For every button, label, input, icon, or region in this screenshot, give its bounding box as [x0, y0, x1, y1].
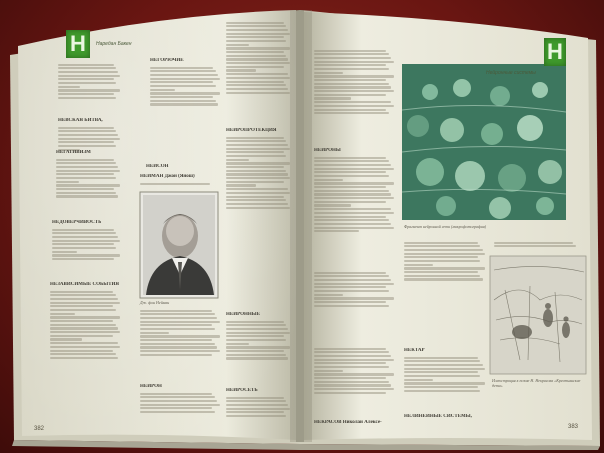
- text-line: [150, 103, 218, 105]
- text-line: [314, 227, 394, 229]
- text-line: [226, 188, 288, 190]
- right-page-number: 383: [568, 424, 579, 430]
- text-line: [140, 328, 215, 330]
- text-line: [58, 78, 114, 80]
- left-letter-tab: Н: [66, 30, 90, 58]
- text-line: [226, 166, 284, 168]
- body-text: [226, 319, 292, 379]
- text-line: [314, 179, 343, 181]
- left-page-number: 382: [34, 426, 45, 432]
- text-line: [50, 327, 118, 329]
- text-line: [226, 196, 284, 198]
- text-line: [56, 181, 79, 183]
- text-line: [226, 40, 286, 42]
- text-line: [50, 298, 118, 300]
- text-line: [226, 408, 290, 410]
- text-line: [404, 278, 483, 280]
- text-line: [226, 66, 284, 68]
- text-line: [50, 357, 118, 359]
- text-line: [314, 164, 391, 166]
- text-line: [314, 57, 391, 59]
- right-letter-tab: Н: [544, 38, 566, 66]
- body-text: [150, 65, 222, 125]
- text-line: [58, 130, 116, 132]
- text-line: [314, 392, 386, 394]
- text-line: [140, 396, 215, 398]
- body-text: [314, 270, 396, 326]
- text-line: [226, 335, 284, 337]
- text-line: [50, 342, 118, 344]
- text-line: [314, 86, 391, 88]
- text-line: [314, 83, 389, 85]
- text-line: [140, 324, 212, 326]
- text-line: [226, 354, 286, 356]
- text-line: [314, 50, 386, 52]
- text-line: [52, 247, 116, 249]
- body-text: [140, 391, 222, 425]
- text-line: [58, 75, 120, 77]
- body-text: [140, 181, 220, 191]
- headword: НЕЙРОН: [140, 384, 162, 389]
- text-line: [404, 260, 480, 262]
- headword: НЕКТАР: [404, 348, 425, 353]
- text-line: [314, 112, 389, 114]
- text-line: [140, 332, 169, 334]
- text-line: [56, 166, 118, 168]
- text-line: [226, 51, 284, 53]
- text-line: [314, 355, 391, 357]
- headword: НЕЙМАН Джон (Янош): [140, 174, 195, 179]
- text-line: [314, 204, 351, 206]
- body-text: [314, 346, 396, 416]
- body-text: [404, 355, 488, 411]
- text-line: [314, 216, 386, 218]
- text-line: [404, 264, 433, 266]
- text-line: [314, 272, 386, 274]
- headword: НЕВСКАЯ БИТВА,: [58, 118, 103, 123]
- text-line: [226, 88, 288, 90]
- text-line: [404, 390, 480, 392]
- text-line: [50, 291, 113, 293]
- text-line: [140, 335, 220, 337]
- text-line: [150, 67, 213, 69]
- text-line: [140, 183, 210, 185]
- text-line: [404, 245, 480, 247]
- text-line: [58, 93, 114, 95]
- headword: НЕЙРОННЫЕ: [226, 312, 261, 317]
- text-line: [314, 208, 391, 210]
- body-text: [140, 308, 222, 378]
- text-line: [314, 223, 391, 225]
- right-running-head: Нейронные системы: [486, 70, 536, 76]
- text-line: [226, 199, 286, 201]
- text-line: [226, 47, 290, 49]
- text-line: [52, 240, 120, 242]
- engraving-illustration: [490, 256, 586, 374]
- text-line: [58, 97, 116, 99]
- text-line: [58, 67, 116, 69]
- text-line: [226, 181, 284, 183]
- text-line: [226, 77, 290, 79]
- text-line: [226, 92, 290, 94]
- text-line: [50, 313, 75, 315]
- text-line: [56, 162, 116, 164]
- text-line: [314, 297, 394, 299]
- text-line: [58, 86, 80, 88]
- text-line: [50, 294, 116, 296]
- text-line: [226, 69, 256, 71]
- body-text: [404, 240, 488, 300]
- text-line: [226, 184, 256, 186]
- text-line: [314, 201, 386, 203]
- text-line: [140, 400, 217, 402]
- text-line: [314, 186, 386, 188]
- text-line: [140, 407, 212, 409]
- text-line: [404, 267, 485, 269]
- text-line: [404, 386, 478, 388]
- text-line: [314, 305, 389, 307]
- text-line: [314, 171, 386, 173]
- text-line: [226, 137, 284, 139]
- text-line: [150, 85, 216, 87]
- text-line: [58, 71, 118, 73]
- text-line: [314, 384, 391, 386]
- text-line: [314, 294, 343, 296]
- text-line: [50, 316, 120, 318]
- text-line: [226, 400, 286, 402]
- text-line: [226, 192, 290, 194]
- headword: НЕЙСОН: [146, 164, 169, 169]
- text-line: [226, 203, 288, 205]
- left-running-head: Наредан Бакен: [96, 41, 132, 47]
- text-line: [314, 359, 394, 361]
- text-line: [314, 351, 389, 353]
- text-line: [226, 346, 290, 348]
- text-line: [140, 346, 217, 348]
- text-line: [150, 81, 213, 83]
- text-line: [314, 381, 389, 383]
- text-line: [404, 371, 478, 373]
- headword: НЕЛИНЕЙНЫЕ СИСТЕМЫ,: [404, 414, 472, 419]
- text-line: [150, 89, 175, 91]
- text-line: [314, 197, 394, 199]
- headword: НЕГАТИВИЗМ: [56, 150, 91, 155]
- text-line: [56, 177, 116, 179]
- text-line: [56, 184, 120, 186]
- body-text: [494, 240, 584, 254]
- text-line: [226, 148, 290, 150]
- text-line: [314, 290, 389, 292]
- text-line: [50, 338, 82, 340]
- text-line: [404, 275, 480, 277]
- text-line: [226, 357, 288, 359]
- text-line: [226, 22, 284, 24]
- text-line: [50, 346, 120, 348]
- text-line: [314, 94, 386, 96]
- text-line: [314, 362, 386, 364]
- text-line: [314, 377, 386, 379]
- text-line: [226, 140, 286, 142]
- text-line: [314, 157, 386, 159]
- text-line: [314, 68, 389, 70]
- text-line: [226, 73, 288, 75]
- text-line: [140, 354, 212, 356]
- text-line: [50, 309, 116, 311]
- text-line: [314, 109, 386, 111]
- text-line: [314, 370, 343, 372]
- text-line: [314, 279, 391, 281]
- text-line: [56, 173, 114, 175]
- body-text: [58, 62, 122, 114]
- text-line: [52, 243, 114, 245]
- body-text: [226, 395, 292, 429]
- headword: НЕЗАВИСИМЫЕ СОБЫТИЯ: [50, 282, 120, 287]
- text-line: [226, 33, 290, 35]
- text-line: [494, 245, 576, 247]
- text-line: [56, 170, 120, 172]
- text-line: [404, 271, 478, 273]
- text-line: [226, 58, 288, 60]
- text-line: [314, 175, 389, 177]
- text-line: [52, 229, 114, 231]
- text-line: [150, 100, 216, 102]
- text-line: [314, 75, 394, 77]
- text-line: [226, 321, 284, 323]
- text-line: [58, 134, 118, 136]
- engraving-caption: Иллюстрация к поэме Н. Некрасова «Крестьянские дети»: [492, 378, 581, 388]
- text-line: [226, 55, 286, 57]
- text-line: [226, 36, 284, 38]
- text-line: [226, 151, 284, 153]
- text-line: [226, 170, 286, 172]
- text-line: [314, 212, 394, 214]
- text-line: [226, 84, 286, 86]
- text-line: [404, 357, 478, 359]
- text-line: [314, 182, 394, 184]
- text-line: [314, 283, 394, 285]
- text-line: [50, 331, 120, 333]
- headword: НЕКРАСОВ Николай Алексе-: [314, 420, 382, 425]
- text-line: [226, 81, 284, 83]
- text-line: [50, 335, 113, 337]
- text-line: [52, 236, 118, 238]
- text-line: [150, 96, 213, 98]
- text-line: [226, 350, 284, 352]
- text-line: [314, 348, 386, 350]
- text-line: [226, 328, 288, 330]
- text-line: [58, 145, 116, 147]
- body-text: [52, 227, 122, 277]
- text-line: [52, 254, 120, 256]
- text-line: [50, 302, 120, 304]
- text-line: [140, 321, 220, 323]
- text-line: [226, 411, 284, 413]
- text-line: [58, 141, 114, 143]
- text-line: [226, 173, 288, 175]
- text-line: [314, 79, 386, 81]
- text-line: [140, 310, 212, 312]
- text-line: [404, 249, 483, 251]
- text-line: [404, 360, 480, 362]
- text-line: [226, 415, 286, 417]
- text-line: [404, 382, 485, 384]
- text-line: [226, 144, 288, 146]
- text-line: [314, 72, 343, 74]
- text-line: [226, 62, 290, 64]
- text-line: [404, 368, 485, 370]
- text-line: [314, 101, 391, 103]
- text-line: [314, 219, 389, 221]
- text-line: [226, 177, 290, 179]
- text-line: [226, 155, 286, 157]
- body-text: [226, 20, 292, 124]
- text-line: [58, 138, 120, 140]
- text-line: [150, 78, 220, 80]
- text-line: [226, 162, 290, 164]
- text-line: [226, 44, 249, 46]
- text-line: [56, 159, 114, 161]
- text-line: [150, 70, 216, 72]
- text-line: [140, 313, 215, 315]
- text-line: [50, 305, 113, 307]
- text-line: [150, 74, 218, 76]
- body-text: [50, 289, 122, 389]
- text-line: [140, 411, 215, 413]
- text-line: [314, 286, 386, 288]
- text-line: [140, 339, 212, 341]
- text-line: [314, 160, 389, 162]
- body-text: [314, 48, 396, 144]
- text-line: [50, 324, 116, 326]
- text-line: [58, 89, 120, 91]
- text-line: [314, 53, 389, 55]
- text-line: [314, 275, 389, 277]
- text-line: [56, 192, 116, 194]
- neural-photo-caption: Фрагмент нейронной сети (микрофотография): [404, 224, 487, 229]
- text-line: [314, 388, 394, 390]
- text-line: [140, 317, 217, 319]
- body-text: [226, 135, 292, 243]
- text-line: [226, 207, 290, 209]
- text-line: [226, 324, 286, 326]
- text-line: [314, 61, 394, 63]
- text-line: [314, 373, 394, 375]
- text-line: [140, 350, 220, 352]
- text-line: [56, 195, 118, 197]
- text-line: [52, 258, 114, 260]
- body-text: [56, 157, 122, 217]
- text-line: [50, 320, 113, 322]
- text-line: [226, 339, 286, 341]
- text-line: [314, 97, 351, 99]
- text-line: [50, 350, 113, 352]
- text-line: [314, 90, 394, 92]
- text-line: [314, 230, 359, 232]
- headword: НЕГОРЮЧИЕ: [150, 58, 184, 63]
- text-line: [404, 242, 478, 244]
- text-line: [140, 393, 212, 395]
- headword: НЕДОВЕРЧИВОСТЬ: [52, 220, 102, 225]
- text-line: [56, 188, 114, 190]
- text-line: [314, 64, 386, 66]
- text-line: [226, 343, 249, 345]
- text-line: [58, 64, 114, 66]
- text-line: [314, 366, 389, 368]
- text-line: [314, 301, 386, 303]
- text-line: [404, 253, 485, 255]
- text-line: [314, 168, 394, 170]
- headword: НЕЙРОСЕТЬ: [226, 388, 258, 393]
- text-line: [404, 364, 483, 366]
- text-line: [226, 404, 288, 406]
- headword: НЕЙРОНЫ: [314, 148, 341, 153]
- text-line: [58, 127, 114, 129]
- portrait-caption: Дж. фон Нейман: [140, 300, 170, 305]
- headword: НЕЙРОПРОТЕКЦИЯ: [226, 128, 277, 133]
- body-text: [314, 155, 396, 265]
- text-line: [50, 353, 116, 355]
- text-line: [404, 379, 433, 381]
- text-line: [226, 25, 286, 27]
- text-line: [226, 332, 290, 334]
- text-line: [404, 375, 480, 377]
- text-line: [140, 404, 220, 406]
- text-line: [52, 232, 116, 234]
- text-line: [226, 159, 249, 161]
- text-line: [494, 242, 573, 244]
- text-line: [58, 82, 116, 84]
- text-line: [52, 251, 77, 253]
- text-line: [150, 92, 220, 94]
- text-line: [226, 397, 284, 399]
- text-line: [314, 190, 389, 192]
- text-line: [140, 343, 215, 345]
- text-line: [314, 193, 391, 195]
- text-line: [314, 105, 394, 107]
- text-line: [404, 256, 478, 258]
- text-line: [226, 29, 288, 31]
